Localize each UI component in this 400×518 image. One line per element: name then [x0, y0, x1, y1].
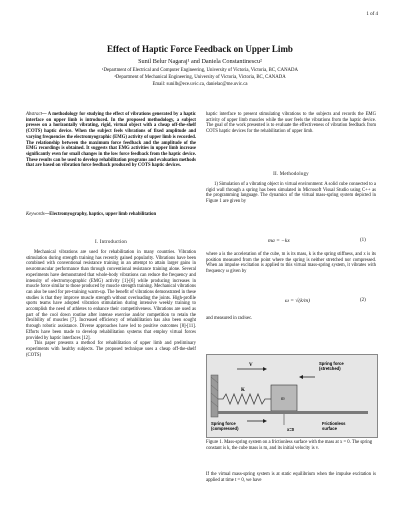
abstract: [26, 112, 196, 169]
label-spring-stretched: Spring force (stretched): [319, 361, 344, 371]
after-figure-text: If the virtual mass-spring system is at static equilibrium when the impulse excitation is applied at time t = 0, we have: [206, 472, 376, 483]
method-paragraph: [206, 182, 376, 205]
units-text: and measured in rad/sec.: [206, 316, 253, 321]
figure-caption: Figure 1. Mass-spring system on a frictionless surface with the mass at x = 0. The spring constant is k, the cube mass is m, and its initial velocity is v.: [206, 440, 373, 451]
introduction-body: [26, 250, 196, 358]
keywords-text: —Electromyography, haptics, upper limb rehabilitation: [44, 212, 157, 217]
page-number: 1 of 4: [366, 12, 378, 17]
abstract-text: — A methodology for studying the effect of vibrations generated by a haptic interface on upper limb is introduced. In the proposed methodology, a subject presses on a horizontally vibrating, rigid, virtual object with a cheap off-the-shelf (COTS) haptic device. When the subject feels vibrations of fixed amplitude and varying frequencies the electromyographic (EMG) activity of upper limb is recorded. The relationship between the maximum force feedback and the amplitude of the EMG recordings is obtained. It suggests that EMG activities in upper limb increase significantly even for small changes in the low force feedback from the haptic device. These results can be used to develop rehabilitation programs and evaluation methods that are based on vibration force feedback produced by COTS haptic devices.: [26, 112, 196, 169]
label-m: m: [281, 397, 285, 402]
keywords: [26, 212, 196, 218]
label-spring-compressed: Spring force (compressed): [211, 421, 239, 431]
label-frictionless-surface: Frictionless surface: [322, 421, 346, 431]
equation-2-number: (2): [360, 298, 366, 303]
label-k: K: [241, 388, 245, 393]
frictionless-floor: [218, 411, 368, 414]
equation-1-number: (1): [360, 238, 366, 243]
section-heading-introduction: I. Introduction: [95, 240, 127, 245]
label-x0: x=0: [287, 427, 295, 432]
figure-mass-spring: [206, 354, 378, 438]
email-line: Email: sunilb@ece.uvic.ca, danielac@me.uvic.ca: [152, 82, 248, 87]
right-intro: haptic interface to present stimulating vibrations to the subjects and records the EMG activity of upper limb muscles while the user feels the vibrations from the haptic device. The goal of the work presented is to evaluate the effectiveness of vibration feedback from COTS haptic devices for the rehabilitation of upper limb.: [206, 112, 376, 135]
paper-title: Effect of Haptic Force Feedback on Upper Limb: [107, 44, 293, 54]
affiliation-2: ²Department of Mechanical Engineering, University of Victoria, Victoria, BC, CANADA: [114, 75, 286, 80]
abstract-label: Abstract: [26, 112, 42, 117]
intro-paragraph-1: Mechanical vibrations are used for rehabilitation in many countries. Vibration stimulation during strength training has recently gained popularity. Vibrations have been combined with conventional resistance training in an attempt to attain larger gains in neuromuscular performance than through conventional resistance training alone. Several experiments have demonstrated that whole-body vibrations can reduce the frequency and intensity of electromyographic (EMG) activity [1]-[6] while producing increases in muscle force similar to those produced by muscle strength training. Mechanical vibrations can also be used for pre-training warm-up. The benefit of vibrations demonstrated in these studies is that they improve muscle strength without overloading the joints. High-profile sports teams have adopted vibration stimulation during intensive weekly training to accomplish the need of athletes to enhance their competitiveness. Vibrations are used as part of the cool down routine after intense exercise and/or competition to retain the flexibility of muscles [7]. Increased efficiency of rehabilitation has also been sought through robotic assistance. Diverse approaches have led to positive outcomes [8]-[11]. Efforts have been made to develop rehabilitation systems that employ virtual forces provided by haptic interfaces [12].: [26, 250, 196, 341]
mass-spring-diagram: [207, 355, 377, 437]
equation-1: ma = −kx: [268, 238, 290, 244]
section-heading-methodology: II. Methodology: [273, 172, 309, 177]
affiliation-1: ¹Department of Electrical and Computer Engineering, University of Victoria, Victoria, BC, CANADA: [102, 68, 298, 73]
intro-paragraph-2: This paper presents a method for rehabilitation of upper limb and preliminary experiments with healthy subjects. The proposed technique uses a cheap off-the-shelf (COTS): [26, 341, 196, 358]
label-v: V: [249, 363, 253, 368]
where-paragraph: where a is the acceleration of the cube, m is its mass, k is the spring stiffness, and x is its position measured from the point where the spring is neither stretched nor compressed. When an impulse excitation is applied to this virtual mass-spring system, it vibrates with frequency ω given by: [206, 252, 376, 275]
authors: Sunil Belur Nagaraj¹ and Daniela Constantinescu²: [138, 58, 262, 65]
method-text: 1) Simulation of a vibrating object in virtual environment: A solid cube connected to a rigid wall through a spring has been simulated in Microsoft Visual Studio using C++ as the programming language. The dynamics of the virtual mass-spring system depicted in Figure 1 are given by: [206, 182, 376, 205]
keywords-label: Keywords: [26, 212, 45, 217]
equation-2: ω = √(k/m): [285, 298, 310, 304]
